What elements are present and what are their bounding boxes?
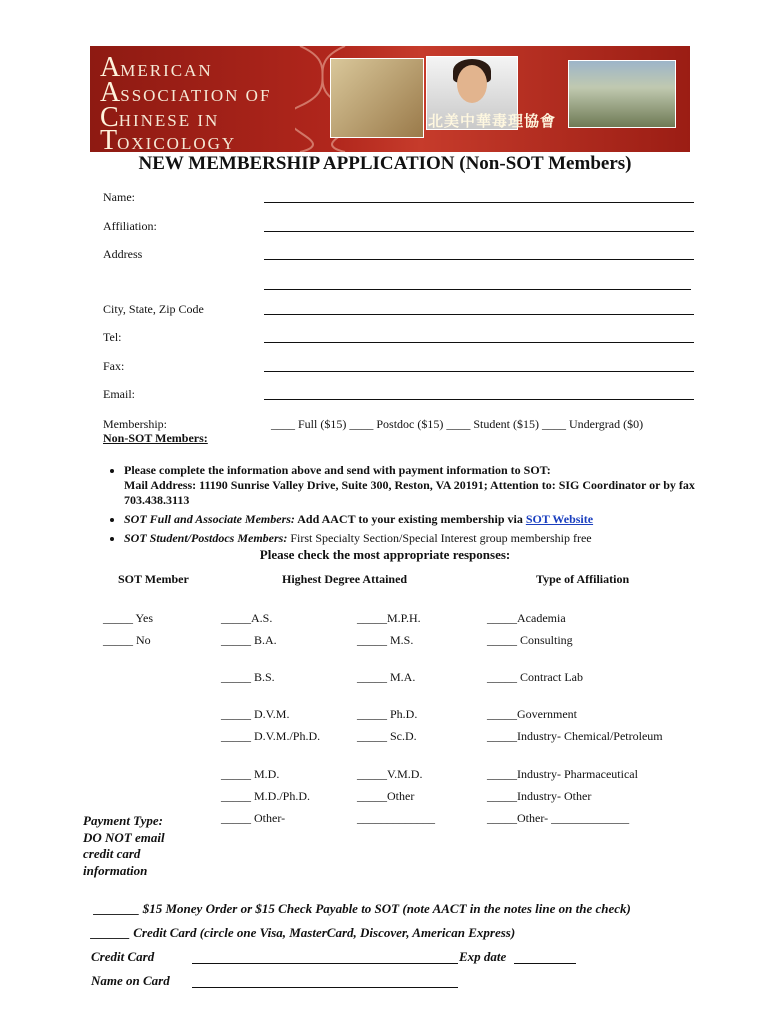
payment-type-line-3: credit card xyxy=(83,846,141,861)
option-undergrad[interactable]: ____ Undergrad ($0) xyxy=(542,417,644,431)
instruction-3-text: First Specialty Section/Special Interest group membership free xyxy=(287,531,592,545)
great-wall-photo xyxy=(568,60,676,128)
name-on-card-label: Name on Card xyxy=(91,973,170,988)
responses-heading: Please check the most appropriate responses: xyxy=(259,547,511,562)
option-student[interactable]: ____ Student ($15) xyxy=(446,417,540,431)
membership-options[interactable] xyxy=(271,417,643,432)
sot-no-option[interactable]: _____ No xyxy=(103,633,151,647)
affil-academia[interactable]: _____Academia xyxy=(487,611,566,625)
email-field[interactable] xyxy=(264,399,694,400)
degree-dvm[interactable]: _____ D.V.M. xyxy=(221,707,290,721)
degree-phd[interactable]: _____ Ph.D. xyxy=(357,707,418,721)
org-name-line-2: ASSOCIATION OF xyxy=(100,77,272,108)
header-banner xyxy=(90,46,690,152)
tel-label: Tel: xyxy=(103,330,122,344)
option-postdoc[interactable]: ____ Postdoc ($15) xyxy=(349,417,444,431)
degree-ma[interactable]: _____ M.A. xyxy=(357,670,416,684)
instruction-2-text: Add AACT to your existing membership via xyxy=(294,512,526,526)
affil-industry-pharma[interactable]: _____Industry- Pharmaceutical xyxy=(487,767,638,781)
degree-ms[interactable]: _____ M.S. xyxy=(357,633,414,647)
degree-vmd[interactable]: _____V.M.D. xyxy=(357,767,423,781)
affiliation-type-header: Type of Affiliation xyxy=(536,572,630,586)
chinese-org-name: 北美中華毒理協會 xyxy=(428,112,557,130)
credit-card-label: Credit Card xyxy=(91,949,155,964)
instruction-3-heading: SOT Student/Postdocs Members: xyxy=(124,531,288,545)
fax-label: Fax: xyxy=(103,359,125,373)
affil-other[interactable]: _____Other- _____________ xyxy=(487,811,630,825)
degree-mph[interactable]: _____M.P.H. xyxy=(357,611,421,625)
org-name-line-3: CHINESE IN xyxy=(100,102,220,133)
instruction-2 xyxy=(124,512,714,527)
name-on-card-field[interactable] xyxy=(192,987,458,988)
payment-type-label xyxy=(83,813,165,879)
degree-bs[interactable]: _____ B.S. xyxy=(221,670,275,684)
non-sot-members-label: Non-SOT Members: xyxy=(103,431,208,445)
instruction-1-text: Please complete the information above and send with payment information to SOT: xyxy=(124,463,551,477)
address-field[interactable] xyxy=(264,259,694,260)
sot-website-link[interactable]: SOT Website xyxy=(525,512,594,526)
degree-other-field[interactable]: _____________ xyxy=(357,811,435,825)
city-field[interactable] xyxy=(264,314,694,315)
address-field-2[interactable] xyxy=(264,289,691,290)
payment-type-line-1: Payment Type: xyxy=(83,813,164,828)
instructions-list xyxy=(102,463,714,550)
degree-scd[interactable]: _____ Sc.D. xyxy=(357,729,417,743)
instruction-1 xyxy=(124,463,714,508)
name-field[interactable] xyxy=(264,202,694,203)
city-label: City, State, Zip Code xyxy=(103,302,204,316)
degree-other-2[interactable]: _____Other xyxy=(357,789,415,803)
payment-check-option[interactable]: _______ $15 Money Order or $15 Check Payable to SOT (note AACT in the notes line on the check) xyxy=(94,901,631,916)
instruction-2-heading: SOT Full and Associate Members: xyxy=(124,512,295,526)
degree-dvm-phd[interactable]: _____ D.V.M./Ph.D. xyxy=(221,729,321,743)
payment-type-line-2: DO NOT email xyxy=(83,829,165,845)
instruction-3 xyxy=(124,531,714,546)
address-label: Address xyxy=(103,247,143,261)
name-label: Name: xyxy=(103,190,135,204)
affil-industry-other[interactable]: _____Industry- Other xyxy=(487,789,592,803)
map-image xyxy=(330,58,424,138)
degree-md[interactable]: _____ M.D. xyxy=(221,767,280,781)
org-name-line-4: TOXICOLOGY xyxy=(100,125,237,152)
mail-address-text: Mail Address: 11190 Sunrise Valley Drive, Suite 300, Reston, VA 20191; Attention to: SIG Coordinator or by fax 703.438.3113 xyxy=(124,478,695,507)
credit-card-field[interactable] xyxy=(192,963,458,964)
affil-industry-chemical[interactable]: _____Industry- Chemical/Petroleum xyxy=(487,729,663,743)
degree-as[interactable]: _____A.S. xyxy=(221,611,273,625)
affiliation-field[interactable] xyxy=(264,231,694,232)
degree-ba[interactable]: _____ B.A. xyxy=(221,633,277,647)
org-name-line-1: AMERICAN xyxy=(100,52,213,83)
membership-label: Membership: xyxy=(103,417,167,431)
affil-government[interactable]: _____Government xyxy=(487,707,577,721)
affil-consulting[interactable]: _____ Consulting xyxy=(487,633,573,647)
tel-field[interactable] xyxy=(264,342,694,343)
degree-other[interactable]: _____ Other- xyxy=(221,811,286,825)
option-full[interactable]: ____ Full ($15) xyxy=(271,417,347,431)
degree-header: Highest Degree Attained xyxy=(282,572,408,586)
exp-date-field[interactable] xyxy=(514,963,576,964)
sot-member-header: SOT Member xyxy=(118,572,189,586)
exp-date-label: Exp date xyxy=(459,949,507,964)
payment-credit-option[interactable]: ______ Credit Card (circle one Visa, MasterCard, Discover, American Express) xyxy=(91,925,516,940)
sot-yes-option[interactable]: _____ Yes xyxy=(103,611,154,625)
fax-field[interactable] xyxy=(264,371,694,372)
email-label: Email: xyxy=(103,387,135,401)
degree-md-phd[interactable]: _____ M.D./Ph.D. xyxy=(221,789,311,803)
payment-type-line-4: information xyxy=(83,862,148,878)
affiliation-label: Affiliation: xyxy=(103,219,157,233)
affil-contract-lab[interactable]: _____ Contract Lab xyxy=(487,670,583,684)
page-title: NEW MEMBERSHIP APPLICATION (Non-SOT Members) xyxy=(138,153,632,174)
